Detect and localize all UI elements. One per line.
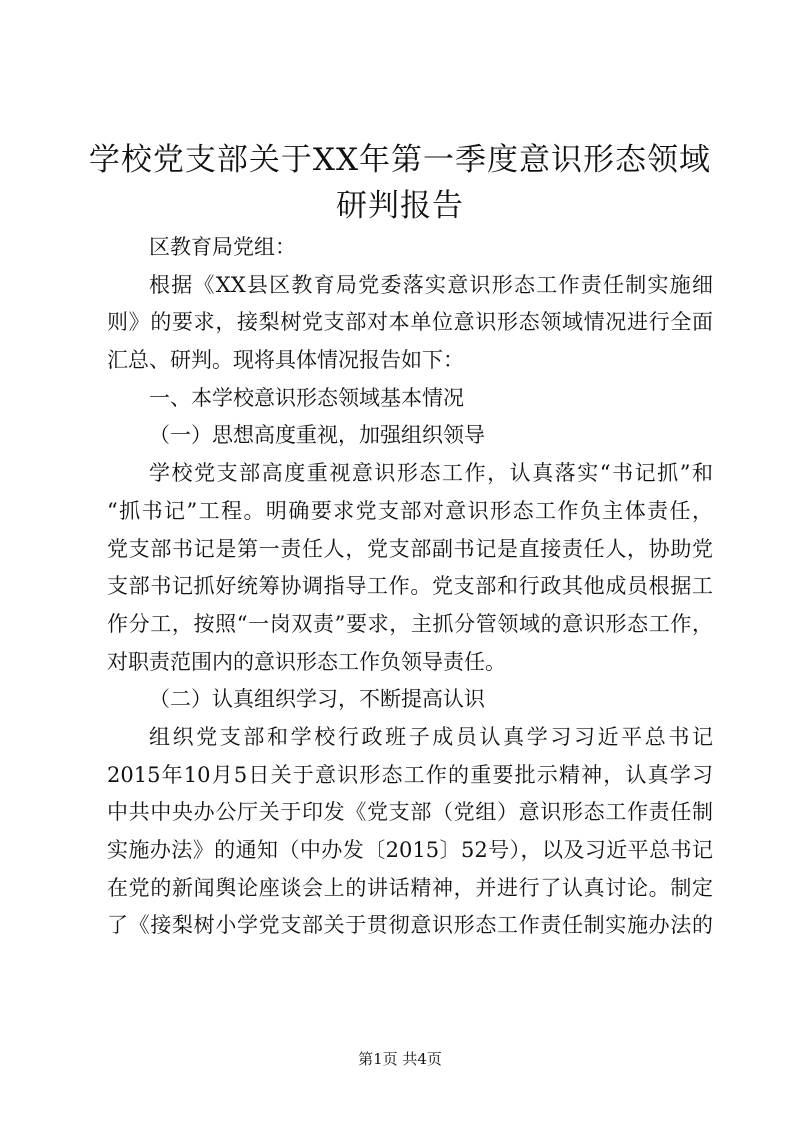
paragraph-line: 组织党支部和学校行政班子成员认真学习习近平总书记 <box>149 724 713 749</box>
paragraph-line: 2015年10月5日关于意识形态工作的重要批示精神，认真学习 <box>107 762 713 787</box>
document-title-line-2: 研判报告 <box>336 188 464 224</box>
paragraph-line: “抓书记”工程。明确要求党支部对意识形态工作负主体责任， <box>107 498 713 523</box>
paragraph-line: 学校党支部高度重视意识形态工作，认真落实“书记抓”和 <box>149 461 713 486</box>
paragraph-line: 实施办法》的通知（中办发〔2015〕52号），以及习近平总书记 <box>107 838 713 862</box>
paragraph-line: 作分工，按照“一岗双责”要求，主抓分管领域的意识形态工作， <box>107 611 713 636</box>
section-heading: 一、本学校意识形态领域基本情况 <box>149 385 464 410</box>
page-footer: 第1页 共4页 <box>358 1050 442 1068</box>
paragraph-line: 则》的要求，接梨树党支部对本单位意识形态领域情况进行全面 <box>107 310 713 335</box>
paragraph-line: 支部书记抓好统筹协调指导工作。党支部和行政其他成员根据工 <box>107 574 713 599</box>
document-title-line-1: 学校党支部关于XX年第一季度意识形态领域 <box>88 142 712 178</box>
paragraph-line: 根据《XX县区教育局党委落实意识形态工作责任制实施细 <box>149 272 713 297</box>
salutation: 区教育局党组： <box>149 235 296 259</box>
paragraph-line: 党支部书记是第一责任人，党支部副书记是直接责任人，协助党 <box>107 536 713 561</box>
subsection-heading: （二）认真组织学习，不断提高认识 <box>149 687 485 712</box>
paragraph-line: 汇总、研判。现将具体情况报告如下： <box>107 348 464 373</box>
paragraph-line: 了《接梨树小学党支部关于贯彻意识形态工作责任制实施办法的 <box>107 913 713 938</box>
paragraph-line: 在党的新闻舆论座谈会上的讲话精神，并进行了认真讨论。制定 <box>107 875 713 900</box>
subsection-heading: （一）思想高度重视，加强组织领导 <box>149 423 485 448</box>
paragraph-line: 中共中央办公厅关于印发《党支部（党组）意识形态工作责任制 <box>107 800 713 825</box>
paragraph-line: 对职责范围内的意识形态工作负领导责任。 <box>107 649 506 674</box>
document-body <box>107 229 713 945</box>
